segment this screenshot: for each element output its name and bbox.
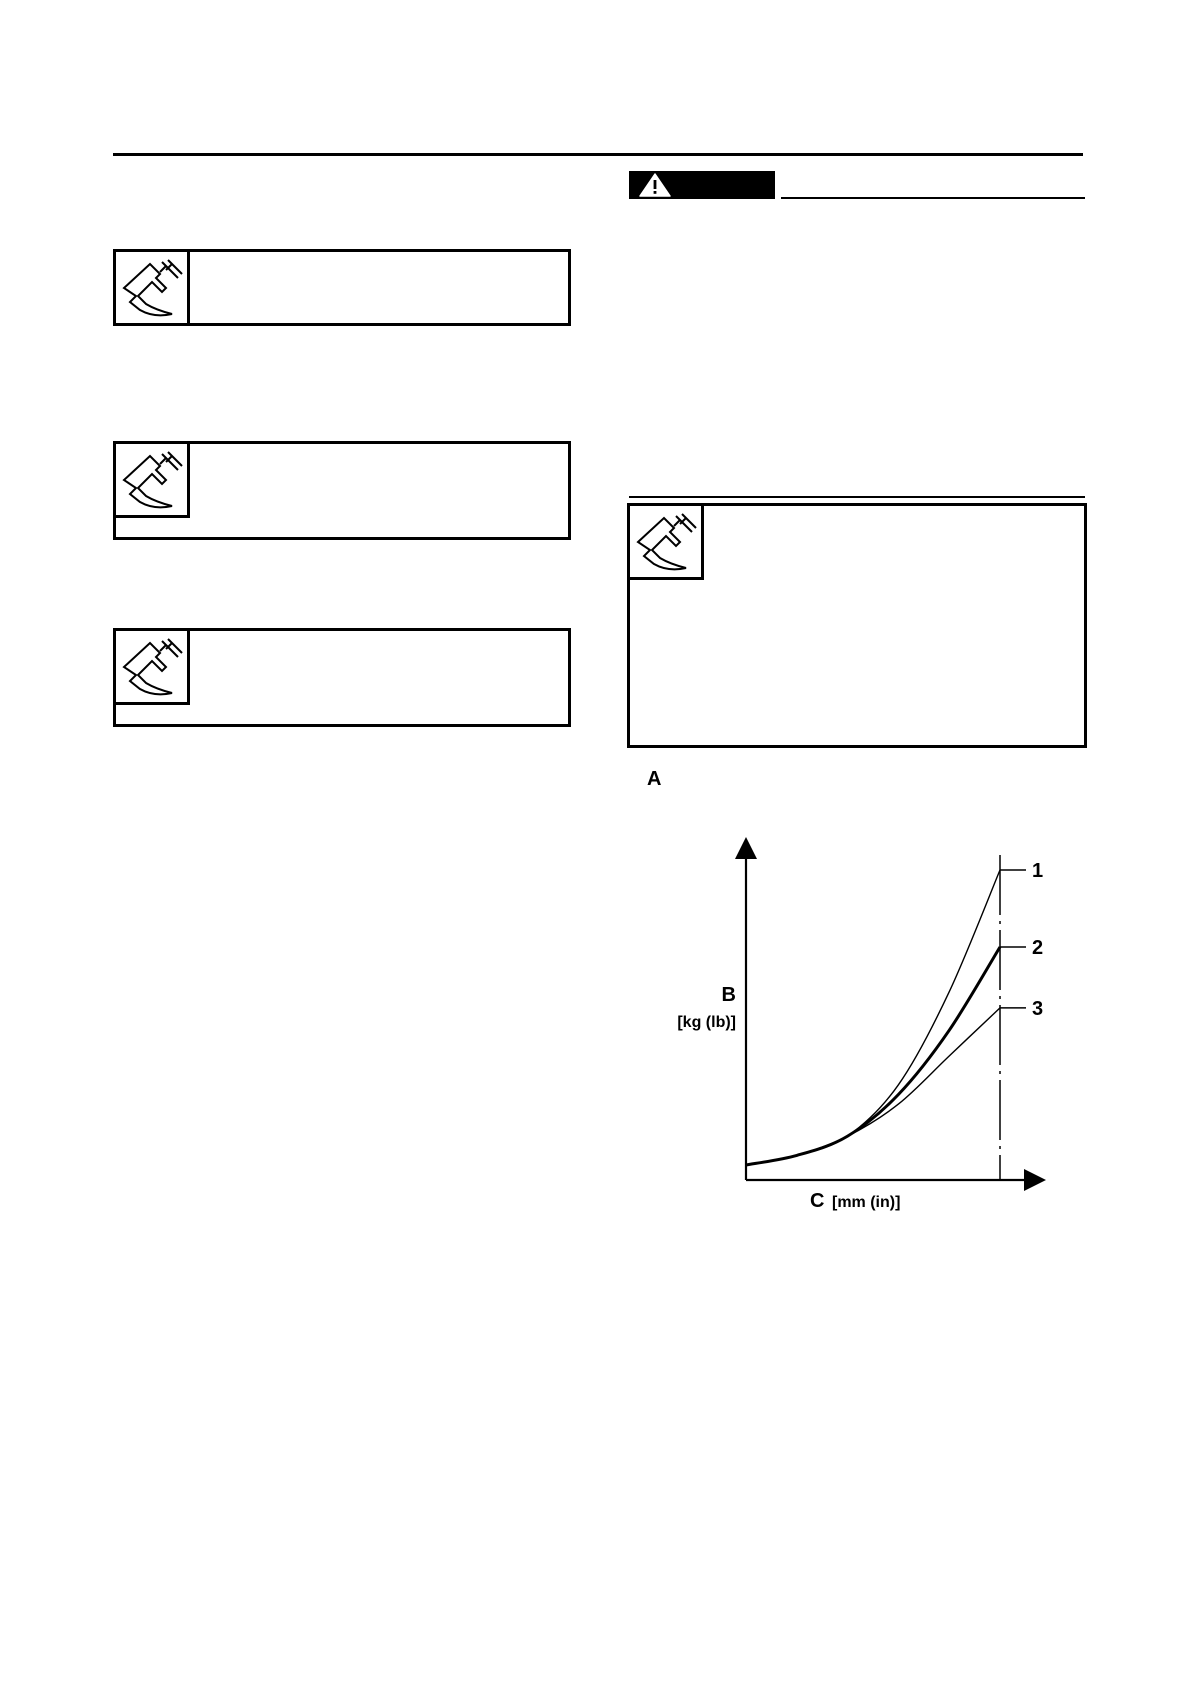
x-axis-letter: C: [810, 1190, 825, 1212]
warning-triangle-icon: [635, 171, 675, 199]
series-2-line: [746, 947, 1000, 1165]
series-1-label: 1: [1032, 860, 1044, 882]
warning-banner: [629, 171, 775, 199]
spec-box-1: [113, 249, 571, 326]
caliper-icon: [630, 506, 704, 580]
caliper-icon: [116, 631, 190, 705]
spec-box-2: [113, 441, 571, 540]
spec-box-3: [113, 628, 571, 727]
spring-rate-chart: [640, 830, 1060, 1220]
figure-label: A: [647, 768, 662, 790]
x-axis-unit: [mm (in)]: [832, 1194, 901, 1211]
y-axis-letter: B: [721, 984, 736, 1006]
section-rule: [629, 496, 1085, 498]
caliper-icon: [116, 252, 190, 326]
series-3-label: 3: [1032, 997, 1044, 1020]
series-1-line: [746, 870, 1000, 1165]
spec-box-4: [627, 503, 1087, 748]
series-2-label: 2: [1032, 936, 1044, 959]
y-axis-unit: [kg (lb)]: [677, 1014, 736, 1031]
caliper-icon: [116, 444, 190, 518]
warning-rule: [781, 197, 1085, 199]
series-3-line: [746, 1008, 1000, 1165]
header-rule: [113, 153, 1083, 156]
